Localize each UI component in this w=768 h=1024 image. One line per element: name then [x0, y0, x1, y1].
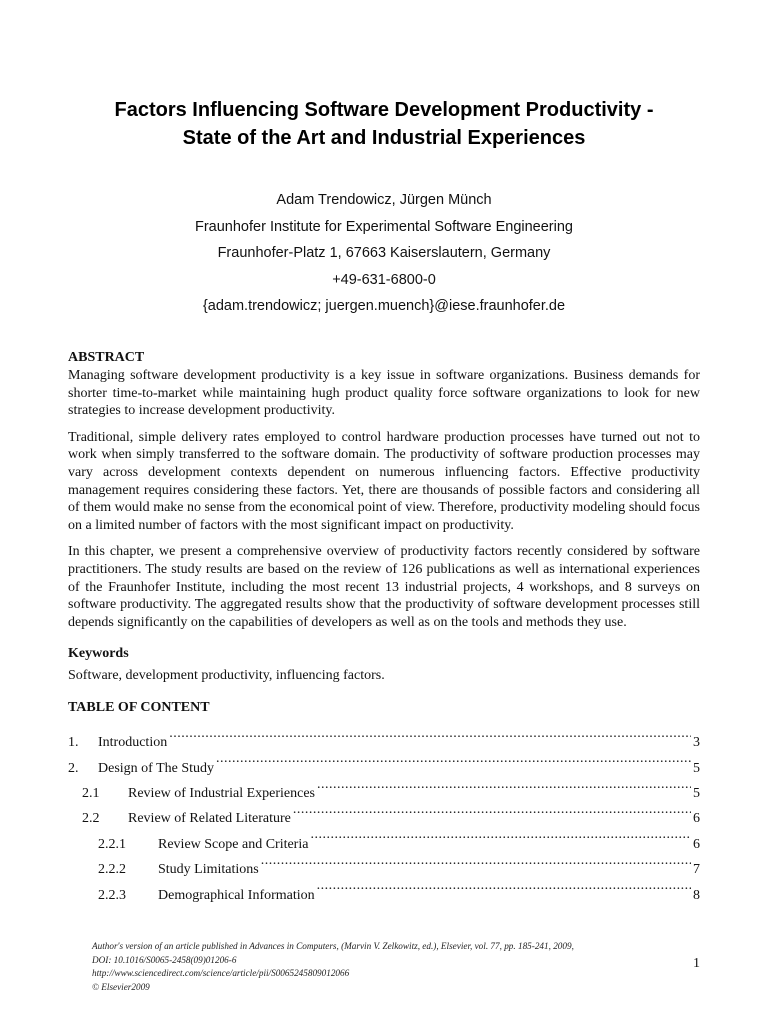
author-phone: +49-631-6800-0	[332, 271, 436, 288]
toc-entry-page: 5	[693, 760, 700, 776]
footer-note	[92, 940, 708, 994]
toc-entry-number: 2.2.3	[98, 887, 126, 903]
toc-dot-leader	[317, 772, 691, 797]
toc-entry-number: 1.	[68, 735, 79, 751]
abstract-paragraph-3: In this chapter, we present a comprehensive overview of productivity factors recently considered by software practitioners. The study results are based on the review of 126 publications as well as international experiences of the Fraunhofer Institute, including the most recent 13 industrial projects, 4 workshops, and 8 surveys on software productivity. The aggregated results show that the productivity of software development processes still depends significantly on the capabilities of developers as well as on the tools and methods they use.	[68, 544, 700, 630]
abstract-paragraph-1: Managing software development productivity is a key issue in software organizations. Business demands for shorter time-to-market while maintaining hugh product quality force software organizations to look for new strategies to increase development productivity.	[68, 368, 700, 419]
toc-entry-page: 6	[693, 811, 700, 827]
toc-dot-leader	[169, 721, 691, 746]
toc-entry-label: Design of The Study	[98, 760, 215, 776]
toc-entry-label: Review Scope and Criteria	[158, 836, 309, 852]
toc-entry-number: 2.2.1	[98, 836, 126, 852]
author-names: Adam Trendowicz, Jürgen Münch	[276, 192, 492, 208]
toc-entry-label: Review of Related Literature	[128, 811, 291, 827]
toc-dot-leader	[216, 746, 691, 771]
author-email: {adam.trendowicz; juergen.muench}@iese.fraunhofer.de	[202, 298, 566, 314]
footer-doi: DOI: 10.1016/S0065-2458(09)01206-6	[92, 954, 237, 965]
page-number: 1	[693, 956, 700, 971]
table-of-contents	[68, 721, 700, 903]
abstract-paragraph-2: Traditional, simple delivery rates employed to control hardware production processes have turned out not to work when simply transferred to the software domain. The productivity of software production processes may vary across development contexts dependent on numerous influencing factors. Effective productivity management requires considering these factors. Yet, there are thousands of possible factors and considering all of them would make no sense from the economical point of view. Therefore, productivity modeling should focus on a limited number of factors with the most significant impact on productivity.	[68, 429, 700, 533]
toc-entry[interactable]	[68, 721, 700, 751]
toc-entry-page: 8	[693, 887, 700, 903]
toc-entry-page: 5	[693, 786, 700, 802]
title-line-2: State of the Art and Industrial Experiences	[182, 127, 586, 149]
author-block	[40, 187, 728, 320]
footer-copyright: © Elsevier2009	[92, 981, 150, 992]
toc-dot-leader	[317, 873, 691, 898]
toc-entry-label: Demographical Information	[158, 887, 315, 903]
toc-entry-page: 6	[693, 836, 700, 852]
toc-entry-number: 2.1	[82, 786, 100, 802]
keywords-heading: Keywords	[68, 646, 129, 662]
toc-entry-label: Review of Industrial Experiences	[128, 786, 315, 802]
paper-body	[68, 349, 700, 903]
toc-entry-page: 3	[693, 735, 700, 751]
keywords-text: Software, development productivity, influencing factors.	[68, 668, 385, 684]
author-institute: Fraunhofer Institute for Experimental Software Engineering	[194, 218, 573, 235]
toc-dot-leader	[261, 848, 691, 873]
paper-title	[40, 96, 728, 152]
footer-url[interactable]: http://www.sciencedirect.com/science/article/pii/S0065245809012066	[92, 968, 350, 979]
author-address: Fraunhofer-Platz 1, 67663 Kaiserslautern, Germany	[217, 245, 551, 261]
toc-entry-page: 7	[693, 862, 700, 878]
toc-entry-label: Study Limitations	[158, 862, 259, 878]
toc-entry-number: 2.2.2	[98, 862, 126, 878]
abstract-heading: ABSTRACT	[68, 350, 145, 365]
toc-heading: TABLE OF CONTENT	[68, 699, 210, 715]
title-line-1: Factors Influencing Software Development Productivity -	[114, 99, 654, 121]
toc-dot-leader	[293, 797, 691, 822]
toc-entry-label: Introduction	[98, 735, 168, 751]
toc-entry-number: 2.	[68, 760, 79, 776]
toc-dot-leader	[310, 822, 691, 847]
toc-entry-number: 2.2	[82, 811, 100, 827]
footer-citation: Author's version of an article published in Advances in Computers, (Marvin V. Zelkowitz, ed.), Elsevier, vol. 77, pp. 185-241, 2009,	[92, 941, 574, 951]
